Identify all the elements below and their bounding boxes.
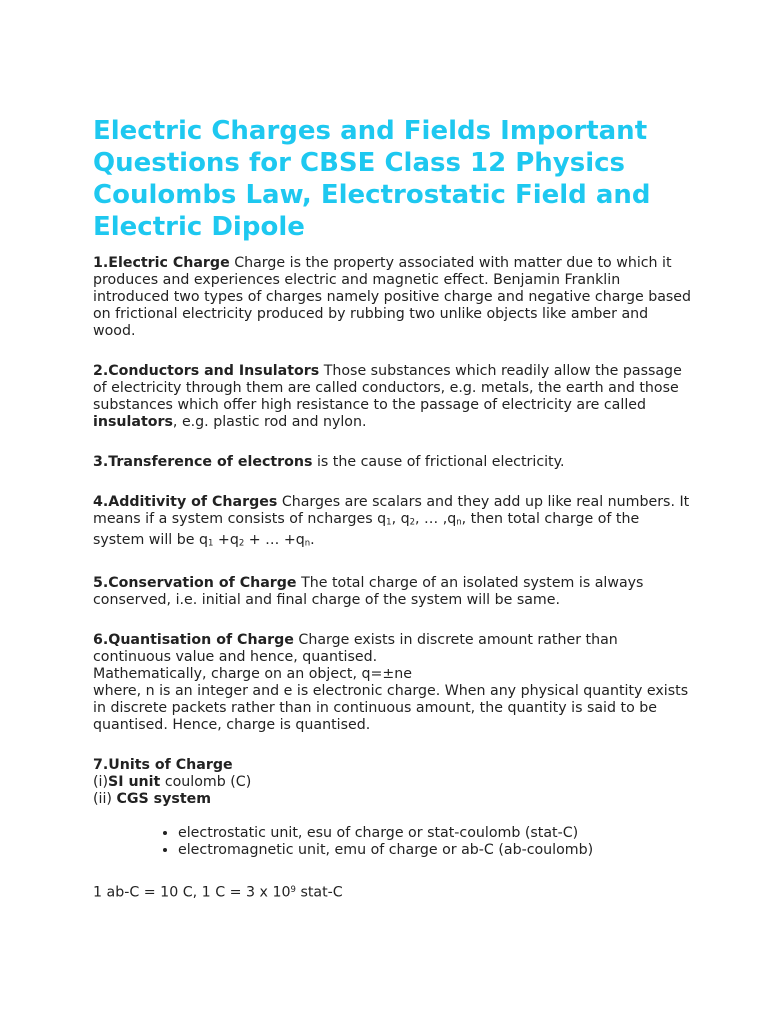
subscript: n [456,517,462,528]
section-text: Charge exists in discrete amount rather than continuous value and hence, quantised. [93,632,618,666]
bold-term-insulators: insulators [93,414,173,430]
section-conductors-insulators [93,363,693,431]
subscript: n [304,538,311,549]
si-unit-label: SI unit [108,774,161,791]
subscript: 1 [386,517,392,528]
section-text: The total charge of an isolated system is always conserved, i.e. initial and final charge of the system will be same. [93,575,644,609]
section-electric-charge [93,255,693,340]
section-text: , … ,q [415,511,457,527]
section-heading: 5.Conservation of Charge [93,575,297,592]
section-text: , then total charge of the system will be q [93,511,640,548]
list-item: • electrostatic unit, esu of charge or stat-coulomb (stat-C) [178,825,693,842]
list-item: • electromagnetic unit, emu of charge or ab-C (ab-coulomb) [178,842,693,859]
si-prefix: (i) [93,774,109,791]
section-text: is the cause of frictional electricity. [312,454,565,470]
section-quantisation-charge [93,632,693,734]
section-heading: 4.Additivity of Charges [93,494,278,510]
subscript: 2 [238,538,245,549]
subscript: 2 [409,517,416,528]
section-heading: 2.Conductors and Insulators [93,363,320,379]
page-title: Electric Charges and Fields Important Questions for CBSE Class 12 Physics Coulombs Law, Electrostatic Field and Electric Dipole [93,116,651,242]
section-text: Charge is the property associated with matter due to which it produces and experiences electric and magnetic effect. Benjamin Franklin introduced two types of charges namely positive charge and negative charge based on frictional electricity produced by rubbing two unlike objects like amber and wood. [93,255,692,339]
section-units-charge [93,757,693,808]
section-text: . [310,531,315,548]
unit-conversion [93,882,693,901]
section-text: , e.g. plastic rod and nylon. [172,414,367,430]
section-heading: 6.Quantisation of Charge [93,632,294,649]
formula-line: Mathematically, charge on an object, q=±ne [93,666,412,683]
section-heading: 7.Units of Charge [93,757,233,774]
cgs-units-list [93,825,693,859]
section-text: Charges are scalars and they add up like real numbers. It means if a system consists of ncharges q [93,494,690,527]
document-content [93,115,693,925]
section-additivity-charges [93,494,693,552]
section-text: + … +q [244,531,305,548]
cgs-prefix: (ii) [93,791,117,808]
section-conservation-charge [93,575,693,609]
subscript: 1 [208,538,214,549]
section-heading: 3.Transference of electrons [93,454,313,470]
section-text: +q [213,531,239,548]
conversion-text: stat-C [295,884,343,901]
section-text: , q [391,511,410,527]
section-transference-electrons [93,454,693,471]
cgs-system-label: CGS system [116,791,212,808]
superscript: 9 [290,885,296,896]
section-text: Those substances which readily allow the passage of electricity through them are called conductors, e.g. metals, the earth and those substances which offer high resistance to the passage of electricity are called [93,363,682,413]
section-heading: 1.Electric Charge [93,255,230,271]
conversion-text: 1 ab-C = 10 C, 1 C = 3 x 10 [93,884,291,901]
section-text: where, n is an integer and e is electronic charge. When any physical quantity exists in discrete packets rather than in continuous amount, the quantity is said to be quantised. Hence, charge is quantised. [93,683,689,734]
si-unit-text: coulomb (C) [160,774,252,791]
